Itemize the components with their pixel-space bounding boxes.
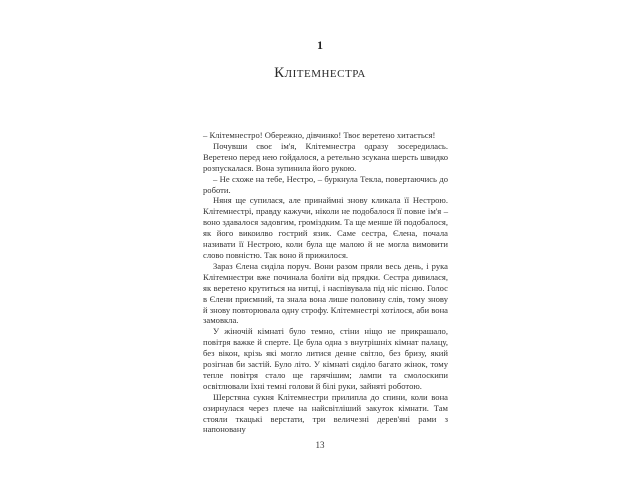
paragraph: Почувши своє ім'я, Клітемнестра одразу зосередилась. Веретено перед нею гойдалося, а ретельно зсукана шерсть швидко розпускалася. Вона зупинила його рукою. xyxy=(203,140,448,173)
paragraph: Шерстяна сукня Клітемнестри прилипла до спини, коли вона озирнулася через плече на найсвітліший закуток кімнати. Там стояли ткацькі верстати, три величезні дерев'яні рами з напоновану xyxy=(203,391,448,435)
chapter-number: 1 xyxy=(317,38,323,52)
paragraph: У жіночій кімнаті було темно, стіни ніщо не прикрашало, повітря важке й сперте. Це була одна з внутрішніх кімнат палацу, без вікон, крізь які могло литися денне світло, без бризу, який розігнав би застій. Було літо. У кімнаті сиділо багато жінок, тому тепле повітря стало ще гарячішим; лампи та смолоскипи освітлювали їхні темні голови й білі руки, зайняті роботою. xyxy=(203,326,448,391)
paragraph: – Клітемнестро! Обережно, дівчинко! Твоє веретено хитається! xyxy=(203,130,436,140)
page-number: 13 xyxy=(315,440,325,450)
chapter-title: Клітемнестра xyxy=(274,65,366,81)
paragraph: Зараз Єлена сиділа поруч. Вони разом пряли весь день, і рука Клітемнестри вже починала боліти від прядки. Сестра дивилася, як веретено крутиться на нитці, і наспівувала під ніс пісню. Голос в Єлени приємний, та знала вона лише половину слів, тому знову й знову повторювала одну строфу. Клітемнестрі хотілося, аби вона замовкла. xyxy=(203,260,448,326)
paragraph: – Не схоже на тебе, Нестро, – буркнула Текла, повертаючись до роботи. xyxy=(203,173,448,195)
paragraph: Няня ще супилася, але принаймні знову кликала її Нестрою. Клітемнестрі, правду кажучи, ніколи не подобалося її повне ім'я – воно здавалося задовгим, громіздким. Та ще менше їй подобалося, як його викоилво гострий язик. Саме сестра, Єлена, почала називати її Нестрою, коли була ще малою й не могла вимовити слово повністю. Так воно й прижилося. xyxy=(203,195,448,260)
chapter-body xyxy=(203,130,448,435)
